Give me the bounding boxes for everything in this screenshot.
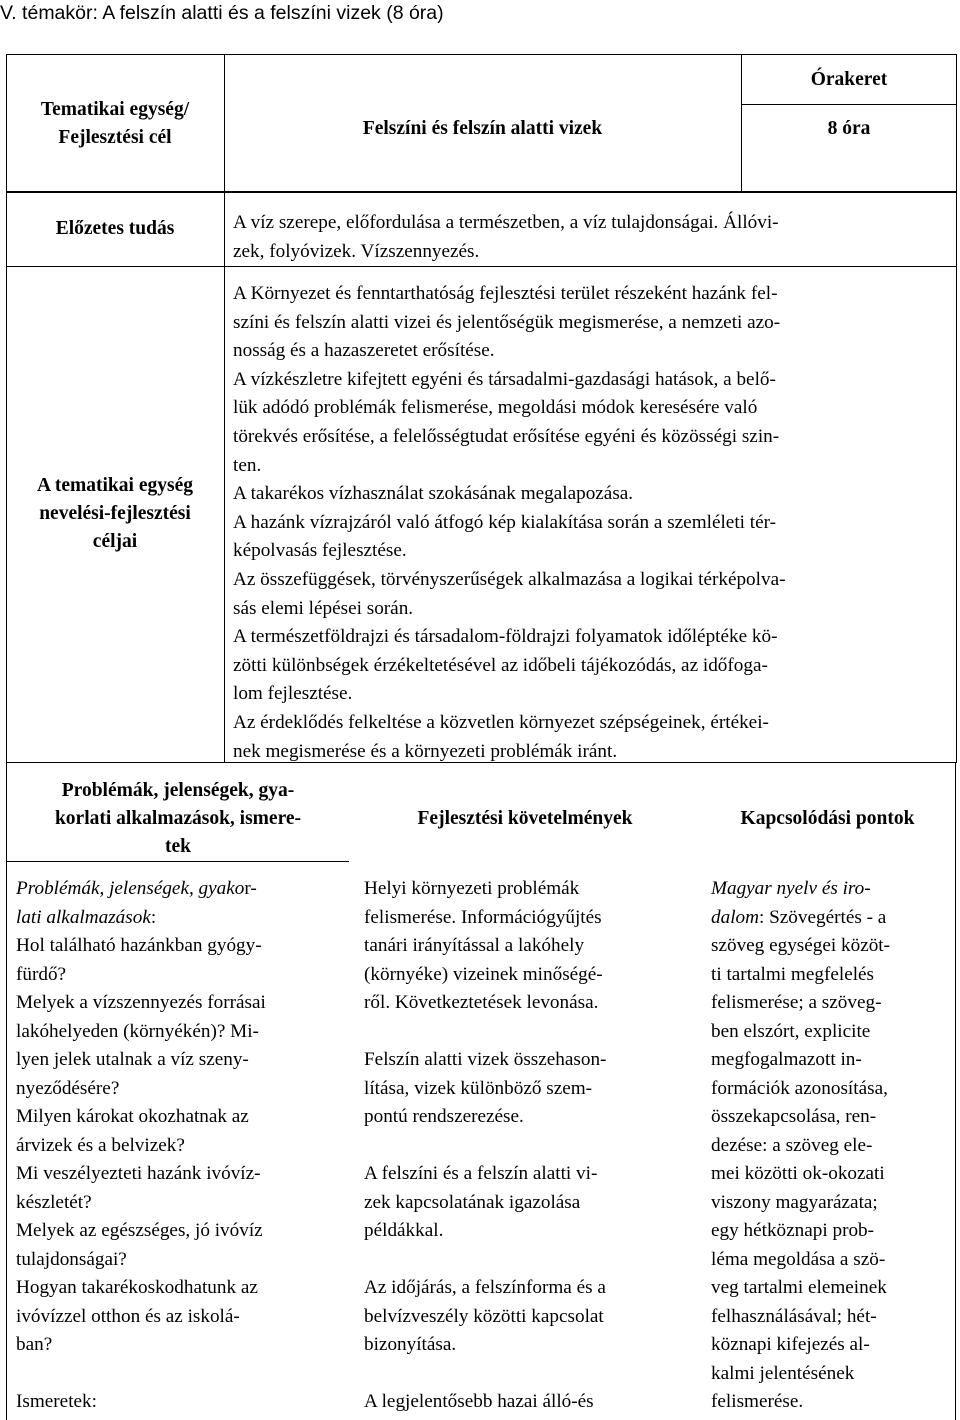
connections-column: Magyar nyelv és iro- dalom: Szövegértés - a szöveg egységei közöt- ti tartalmi megfelelés felismerése; a szöveg- ben elszórt, explicite megfogalmazott in- formációk azonosítása, összekapcsolása, ren- dezése: a szöveg ele- mei közötti ok-okozati viszony magyarázata; egy hétköznapi prob- léma megoldása a szö- veg tartalmi elemeinek felhasználásával; hét- köznapi kifejezés al- kalmi jelentésének felismerése. bbox=[711, 878, 891, 1412]
goals-text: A Környezet és fenntarthatóság fejlesztési terület részeként hazánk fel- színi és felszín alatti vizei és jelentőségük megismerése, a nemzeti azo- nosság és a hazaszeretet erősítése. A vízkészletre kifejtett egyéni és társadalmi-gazdasági hatások, a belő- lük adódó problémák felismerése, megoldási módok keresésére való törekvés erősítése, a felelősségtudat erősítése egyéni és közösségi szin- ten. A takarékos vízhasználat szokásának megalapozása. A hazánk vízrajzáról való átfogó kép kialakítása során a szemléleti tér- képolvasás fejlesztése. Az összefüggések, törvényszerűségek alkalmazása a logikai térképolva- sás elemi lépései során. A természetföldrajzi és társadalom-földrajzi folyamatok időléptéke kö- zötti különbségek érzékeltetésével az időbeli tájékozódás, az időfoga- lom fejlesztése. Az érdeklődés felkeltése a közvetlen környezet szépségeinek, értékei- nek megismerése és a környezeti problémák iránt. bbox=[233, 283, 786, 762]
page-heading: V. témakör: A felszín alatti és a felszíni vizek (8 óra) bbox=[0, 2, 444, 24]
prior-knowledge-text: A víz szerepe, előfordulása a természetben, a víz tulajdonságai. Állóvi- zek, folyóvizek. Vízszennyezés. bbox=[233, 212, 779, 262]
problems-column: Problémák, jelenségek, gyakor- lati alkalmazások: Hol található hazánkban gyógy- fürdő? Melyek a vízszennyezés forrásai lakóhelyeden (környékén)? Mi- lyen jelek utalnak a víz szeny- nyeződésére? Milyen károkat okozhatnak az árvizek és a belvizek? Mi veszélyezteti hazánk ivóvíz- készletét? Melyek az egészséges, jó ivóvíz tulajdonságai? Hogyan takarékoskodhatunk az ivóvízzel otthon és az iskolá- ban? Ismeretek: bbox=[16, 875, 346, 1417]
requirements-column: Helyi környezeti problémák felismerése. Információgyűjtés tanári irányítással a lakóhely (környéke) vizeinek minőségé- ről. Következtetések levonása. Felszín alatti vizek összehason- lítása, vizek különböző szem- pontú rendszerezése. A felszíni és a felszín alatti vi- zek kapcsolatának igazolása példákkal. Az időjárás, a felszínforma és a belvízveszély közötti kapcsolat bizonyítása. A legjelentősebb hazai álló-és bbox=[364, 878, 607, 1412]
unit-label-line1: Tematikai egység/ bbox=[40, 99, 190, 120]
problems-intro: Problémák, jelenségek, gyakor- bbox=[16, 878, 257, 899]
prior-knowledge-label: Előzetes tudás bbox=[55, 218, 175, 239]
hours-value: 8 óra bbox=[827, 118, 871, 139]
problems-header: Problémák, jelenségek, gya- korlati alkalmazások, ismere- tek bbox=[54, 780, 302, 857]
unit-label bbox=[6, 96, 224, 152]
requirements-header: Fejlesztési követelmények bbox=[417, 808, 633, 829]
knowledge-label: Ismeretek: bbox=[16, 1391, 97, 1412]
unit-label-line2: Fejlesztési cél bbox=[58, 127, 172, 148]
hours-header: Órakeret bbox=[810, 69, 888, 90]
goals-label: A tematikai egység nevelési-fejlesztési céljai bbox=[37, 475, 193, 552]
connections-header: Kapcsolódási pontok bbox=[740, 808, 915, 829]
unit-title: Felszíni és felszín alatti vizek bbox=[362, 118, 603, 139]
